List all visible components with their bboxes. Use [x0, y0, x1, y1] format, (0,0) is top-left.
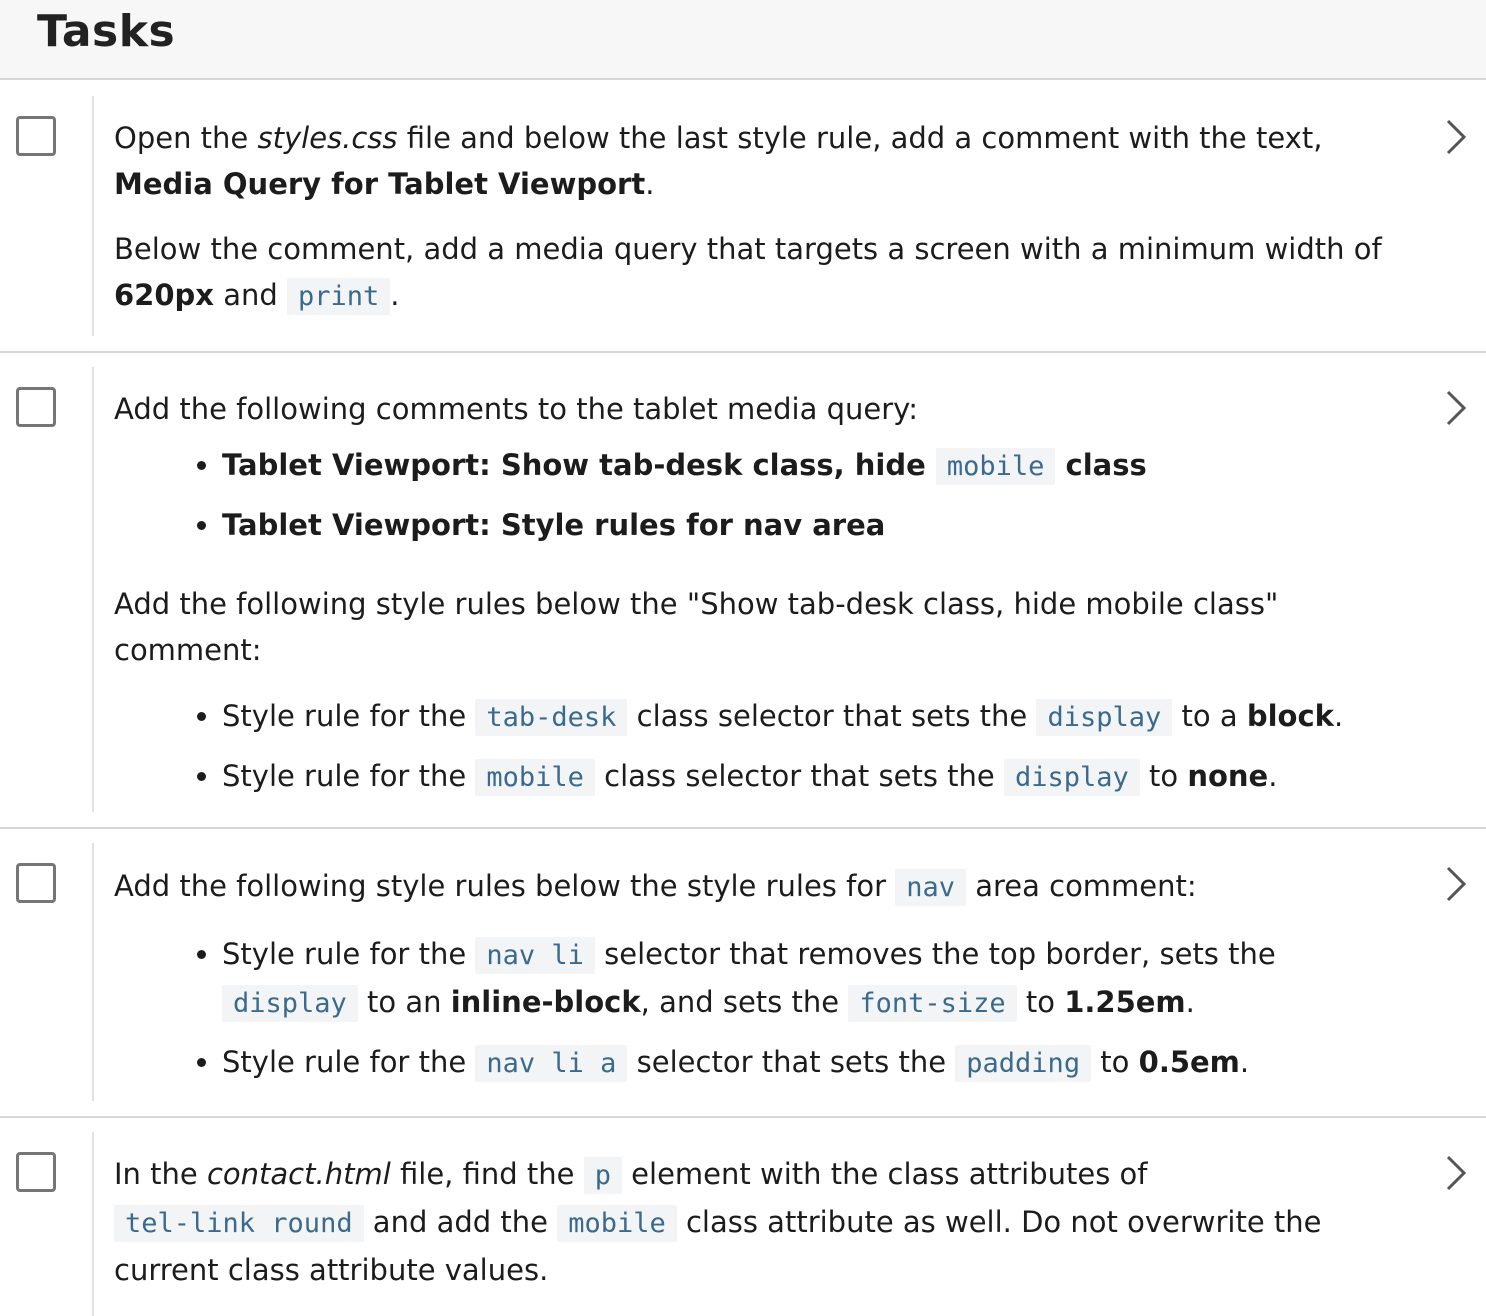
code-nav-li-a: nav li a	[475, 1045, 627, 1082]
list-item: • Style rule for the mobile class selector that sets the display to none.	[222, 753, 1414, 801]
code-mobile: mobile	[557, 1205, 677, 1242]
code-display: display	[1036, 699, 1172, 736]
divider	[92, 367, 94, 812]
task-text: tel-link round and add the mobile class attribute as well. Do not overwrite the	[114, 1199, 1414, 1247]
code-font-size: font-size	[848, 985, 1016, 1022]
rule-list	[114, 693, 1414, 801]
list-item: • Style rule for the nav li a selector that sets the padding to 0.5em.	[222, 1039, 1414, 1087]
divider	[92, 843, 94, 1101]
code-display: display	[222, 985, 358, 1022]
task-checkbox[interactable]	[16, 116, 56, 156]
code-tel-link-round: tel-link round	[114, 1205, 364, 1242]
code-nav: nav	[895, 869, 966, 906]
code-nav-li: nav li	[475, 937, 595, 974]
list-item: • Tablet Viewport: Style rules for nav area	[222, 502, 1414, 548]
code-tab-desk: tab-desk	[475, 699, 627, 736]
rule-list	[114, 931, 1414, 1087]
task-text: Open the styles.css file and below the last style rule, add a comment with the text,	[114, 121, 1323, 155]
task-content	[114, 115, 1414, 320]
code-display: display	[1004, 759, 1140, 796]
task-text: Media Query for Tablet Viewport.	[114, 167, 655, 201]
code-mobile: mobile	[936, 448, 1056, 485]
list-item: • Style rule for the nav li selector that removes the top border, sets the display to an inline-block, and sets the font-size to 1.25em.	[222, 931, 1414, 1027]
task-content	[114, 386, 1414, 813]
task-text: 620px and print .	[114, 272, 1414, 320]
header	[0, 0, 1486, 80]
task-content	[114, 863, 1414, 1099]
task-checkbox[interactable]	[16, 387, 56, 427]
code-print: print	[287, 278, 390, 315]
chevron-right-icon[interactable]	[1440, 117, 1472, 157]
task-item	[0, 827, 1486, 1118]
list-item: • Tablet Viewport: Show tab-desk class, hide mobile class	[222, 442, 1414, 490]
task-item	[0, 1116, 1486, 1316]
task-item	[0, 80, 1486, 353]
task-text: Add the following comments to the tablet media query:	[114, 392, 918, 426]
task-checkbox[interactable]	[16, 863, 56, 903]
page-title: Tasks	[37, 6, 176, 57]
list-item: • Style rule for the tab-desk class selector that sets the display to a block.	[222, 693, 1414, 741]
code-padding: padding	[955, 1045, 1091, 1082]
task-text: Add the following style rules below the style rules for nav area comment:	[114, 863, 1414, 911]
code-p: p	[584, 1157, 622, 1194]
task-checkbox[interactable]	[16, 1152, 56, 1192]
code-mobile: mobile	[475, 759, 595, 796]
task-text: In the contact.html file, find the p element with the class attributes of	[114, 1151, 1414, 1199]
task-text: Below the comment, add a media query that targets a screen with a minimum width of	[114, 232, 1382, 266]
divider	[92, 96, 94, 336]
task-text: current class attribute values.	[114, 1253, 549, 1287]
task-text: Add the following style rules below the "Show tab-desk class, hide mobile class" comment:	[114, 587, 1279, 667]
task-content	[114, 1151, 1414, 1293]
task-item	[0, 351, 1486, 829]
chevron-right-icon[interactable]	[1440, 1153, 1472, 1193]
chevron-right-icon[interactable]	[1440, 864, 1472, 904]
comment-list	[114, 442, 1414, 548]
chevron-right-icon[interactable]	[1440, 388, 1472, 428]
divider	[92, 1132, 94, 1316]
